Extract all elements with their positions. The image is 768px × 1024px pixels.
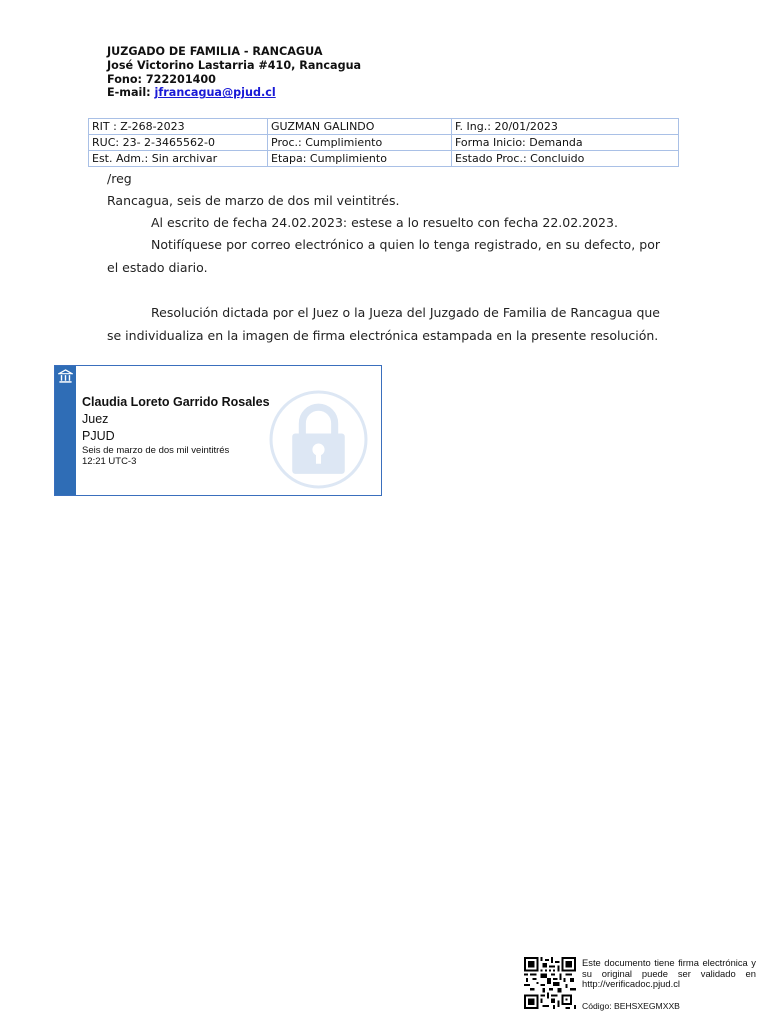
signer-name: Claudia Loreto Garrido Rosales [82, 395, 270, 409]
verification-code: Código: BEHSXEGMXXB [582, 1001, 680, 1011]
table-cell: Proc.: Cumplimiento [268, 135, 452, 151]
table-row [89, 119, 679, 135]
email-label: E-mail: [107, 86, 151, 100]
case-info-table [88, 118, 679, 167]
signature-box [54, 365, 382, 496]
table-cell: Est. Adm.: Sin archivar [89, 151, 268, 167]
reference-line: /reg [107, 171, 132, 186]
signature-timestamp [82, 446, 229, 467]
paragraph-1: Al escrito de fecha 24.02.2023: estese a lo resuelto con fecha 22.02.2023. [151, 215, 618, 230]
verification-notice: Este documento tiene firma electrónica y su original puede ser validado en http://verificadoc.pjud.cl [582, 957, 756, 990]
bank-icon [58, 369, 73, 384]
table-cell: Etapa: Cumplimiento [268, 151, 452, 167]
lock-icon [268, 389, 369, 490]
table-cell: GUZMAN GALINDO [268, 119, 452, 135]
table-cell: RUC: 23- 2-3465562-0 [89, 135, 268, 151]
table-row [89, 135, 679, 151]
court-phone: Fono: 722201400 [107, 72, 216, 86]
signature-date: Seis de marzo de dos mil veintitrés [82, 445, 230, 456]
date-line: Rancagua, seis de marzo de dos mil veintitrés. [107, 193, 400, 208]
table-cell: RIT : Z-268-2023 [89, 119, 268, 135]
paragraph-3: Resolución dictada por el Juez o la Jueza del Juzgado de Familia de Rancagua que se individualiza en la imagen de firma electrónica estampada en la presente resolución. [107, 305, 660, 343]
table-row [89, 151, 679, 167]
signature-time: 12:21 UTC-3 [82, 455, 137, 467]
table-cell: Forma Inicio: Demanda [452, 135, 679, 151]
court-email-line [107, 86, 361, 100]
table-cell: F. Ing.: 20/01/2023 [452, 119, 679, 135]
court-name: JUZGADO DE FAMILIA - RANCAGUA [107, 45, 323, 58]
signer-role: Juez [82, 412, 109, 426]
paragraph-2: Notifíquese por correo electrónico a quien lo tenga registrado, en su defecto, por el estado diario. [107, 237, 660, 275]
email-link[interactable]: jfrancagua@pjud.cl [154, 86, 276, 100]
court-header [107, 45, 361, 100]
court-address: José Victorino Lastarria #410, Rancagua [107, 58, 362, 72]
qr-code-icon [524, 957, 576, 1009]
signature-side-bar [55, 366, 76, 495]
table-cell: Estado Proc.: Concluido [452, 151, 679, 167]
signer-organization: PJUD [82, 429, 115, 443]
